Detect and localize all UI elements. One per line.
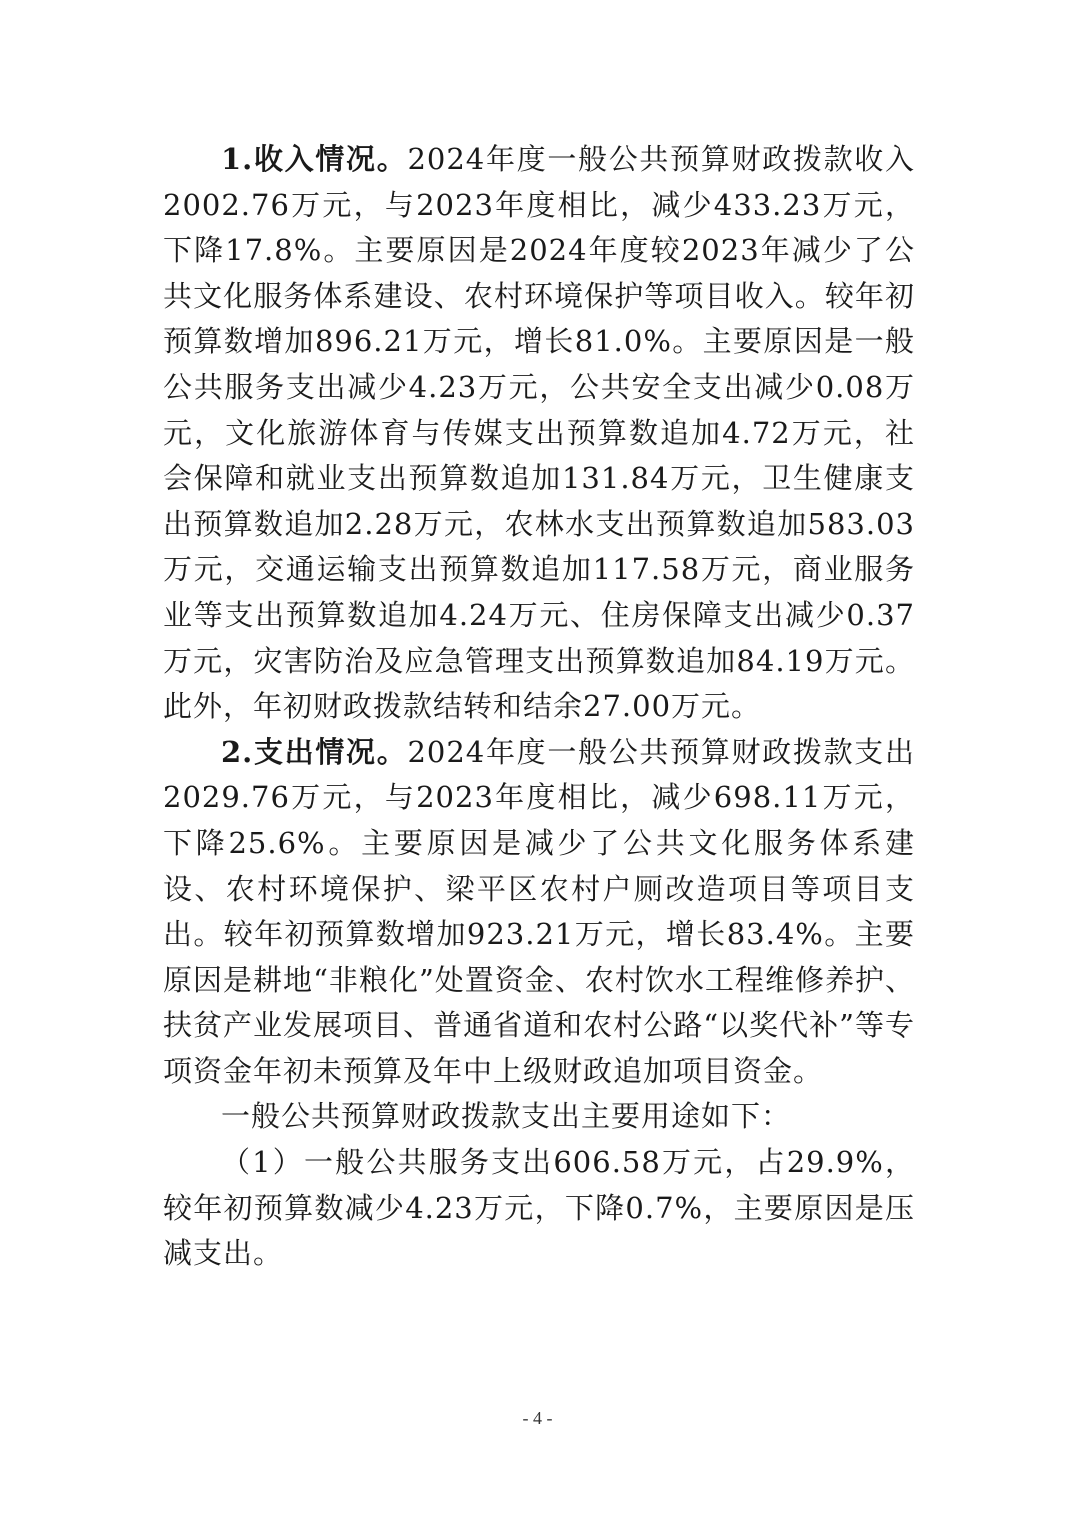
expenditure-heading: 2.支出情况。: [221, 734, 408, 769]
document-body: [163, 137, 915, 1277]
expenditure-text: 2024年度一般公共预算财政拨款支出2029.76万元，与2023年度相比，减少698.11万元，下降25.6%。主要原因是减少了公共文化服务体系建设、农村环境保护、梁平区农村户厕改造项目等项目支出。较年初预算数增加923.21万元，增长83.4%。主要原因是耕地“非粮化”处置资金、农村饮水工程维修养护、扶贫产业发展项目、普通省道和农村公路“以奖代补”等专项资金年初未预算及年中上级财政追加项目资金。: [163, 734, 915, 1088]
usage-intro-text: 一般公共预算财政拨款支出主要用途如下：: [221, 1099, 792, 1134]
income-text: 2024年度一般公共预算财政拨款收入2002.76万元，与2023年度相比，减少433.23万元，下降17.8%。主要原因是2024年度较2023年减少了公共文化服务体系建设、农村环境保护等项目收入。较年初预算数增加896.21万元，增长81.0%。主要原因是一般公共服务支出减少4.23万元，公共安全支出减少0.08万元，文化旅游体育与传媒支出预算数追加4.72万元，社会保障和就业支出预算数追加131.84万元，卫生健康支出预算数追加2.28万元，农林水支出预算数追加583.03万元，交通运输支出预算数追加117.58万元，商业服务业等支出预算数追加4.24万元、住房保障支出减少0.37万元，灾害防治及应急管理支出预算数追加84.19万元。此外，年初财政拨款结转和结余27.00万元。: [163, 142, 915, 724]
page-number: - 4 -: [522, 1408, 553, 1428]
paragraph-income: [163, 137, 915, 730]
paragraph-item-1: [163, 1140, 915, 1277]
paragraph-expenditure: [163, 730, 915, 1095]
income-heading: 1.收入情况。: [221, 142, 408, 176]
item-1-text: （1）一般公共服务支出606.58万元，占29.9%，较年初预算数减少4.23万元，下降0.7%，主要原因是压减支出。: [163, 1145, 915, 1271]
paragraph-usage-intro: [163, 1094, 915, 1140]
